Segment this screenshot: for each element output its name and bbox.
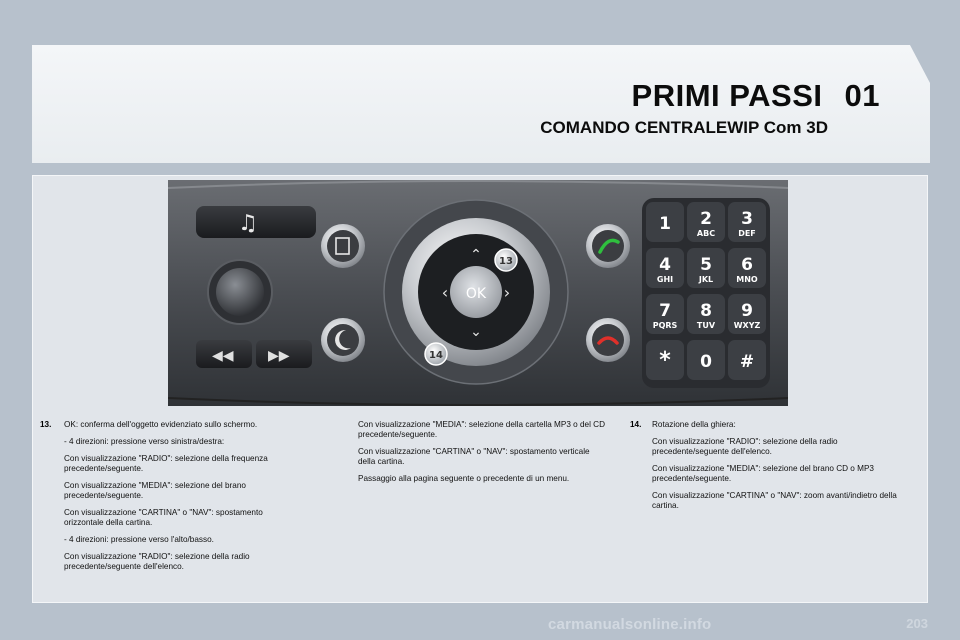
keypad-digit: 0	[700, 352, 712, 372]
paragraph: Con visualizzazione "CARTINA" o "NAV": spostamento verticale della cartina.	[358, 447, 590, 466]
paragraph: Con visualizzazione "MEDIA": selezione della cartella MP3 o del CD precedente/seguente.	[358, 420, 606, 439]
music-note-icon: ♫	[238, 211, 258, 236]
callout-13: 13	[499, 256, 513, 267]
paragraph: Con visualizzazione "CARTINA" o "NAV": zoom avanti/indietro della cartina.	[652, 491, 897, 510]
paragraph: Con visualizzazione "RADIO": selezione della radio precedente/seguente dell'elenco.	[64, 552, 250, 571]
keypad-key[interactable]	[687, 294, 725, 334]
keypad-digit: 2	[700, 209, 712, 229]
device-illustration	[168, 180, 788, 406]
keypad-key[interactable]	[646, 294, 684, 334]
keypad-key[interactable]	[687, 340, 725, 380]
keypad-letters: GHI	[656, 275, 674, 284]
keypad-digit: 8	[700, 301, 712, 321]
volume-knob[interactable]	[216, 268, 264, 316]
paragraph: Con visualizzazione "RADIO": selezione della frequenza precedente/seguente.	[64, 454, 268, 473]
keypad-key[interactable]	[646, 248, 684, 288]
keypad-letters: MNO	[736, 275, 758, 284]
keypad-digit: 1	[659, 214, 671, 234]
page-number: 203	[906, 616, 928, 631]
chevron-right-icon: ›	[503, 283, 511, 302]
forward-icon: ▶▶	[268, 348, 290, 364]
keypad-letters: JKL	[698, 275, 714, 284]
paragraph: Passaggio alla pagina seguente o precedente di un menu.	[358, 474, 570, 483]
item-13-text	[64, 420, 304, 579]
keypad-letters: ABC	[696, 229, 716, 238]
keypad-key[interactable]	[687, 202, 725, 242]
chevron-down-icon: ⌄	[470, 324, 482, 340]
keypad-digit: 5	[700, 255, 712, 275]
ok-label: OK	[465, 286, 487, 302]
section-title: COMANDO CENTRALEWIP Com 3D	[540, 118, 828, 137]
keypad-digit: #	[739, 352, 755, 372]
keypad-key[interactable]	[728, 340, 766, 380]
keypad-letters: WXYZ	[733, 321, 761, 330]
paragraph: Con visualizzazione "MEDIA": selezione del brano precedente/seguente.	[64, 481, 246, 500]
keypad-digit: 9	[741, 301, 753, 321]
item-14-text	[652, 420, 914, 518]
keypad-key[interactable]	[728, 202, 766, 242]
keypad-digit: *	[659, 348, 671, 373]
paragraph: - 4 direzioni: pressione verso l'alto/basso.	[64, 535, 214, 544]
paragraph: Rotazione della ghiera:	[652, 420, 736, 429]
keypad-letters: PQRS	[652, 321, 678, 330]
item-13-ref: 13.	[40, 420, 52, 429]
paragraph: Con visualizzazione "RADIO": selezione della radio precedente/seguente dell'elenco.	[652, 437, 838, 456]
keypad-key[interactable]	[687, 248, 725, 288]
keypad-key[interactable]	[646, 340, 684, 380]
rewind-icon: ◀◀	[212, 348, 234, 364]
paragraph: - 4 direzioni: pressione verso sinistra/destra:	[64, 437, 225, 446]
chapter-number: 01	[844, 78, 880, 113]
keypad-digit: 7	[659, 301, 671, 321]
keypad-letters: TUV	[696, 321, 716, 330]
item-14-ref: 14.	[630, 420, 642, 429]
keypad-letters: DEF	[738, 229, 756, 238]
keypad-key[interactable]	[728, 294, 766, 334]
chapter-title-text: PRIMI PASSI	[631, 78, 823, 113]
chevron-up-icon: ⌃	[470, 247, 482, 263]
item-13-continuation	[358, 420, 608, 491]
keypad-key[interactable]	[728, 248, 766, 288]
keypad-digit: 4	[659, 255, 671, 275]
chevron-left-icon: ‹	[441, 283, 449, 302]
paragraph: Con visualizzazione "MEDIA": selezione del brano CD o MP3 precedente/seguente.	[652, 464, 874, 483]
keypad-digit: 3	[741, 209, 753, 229]
callout-14: 14	[429, 350, 443, 361]
watermark: carmanualsonline.info	[548, 616, 712, 633]
paragraph: Con visualizzazione "CARTINA" o "NAV": spostamento orizzontale della cartina.	[64, 508, 263, 527]
keypad-digit: 6	[741, 255, 753, 275]
keypad-key[interactable]	[646, 202, 684, 242]
paragraph: OK: conferma dell'oggetto evidenziato sullo schermo.	[64, 420, 258, 429]
chapter-title	[632, 78, 880, 114]
